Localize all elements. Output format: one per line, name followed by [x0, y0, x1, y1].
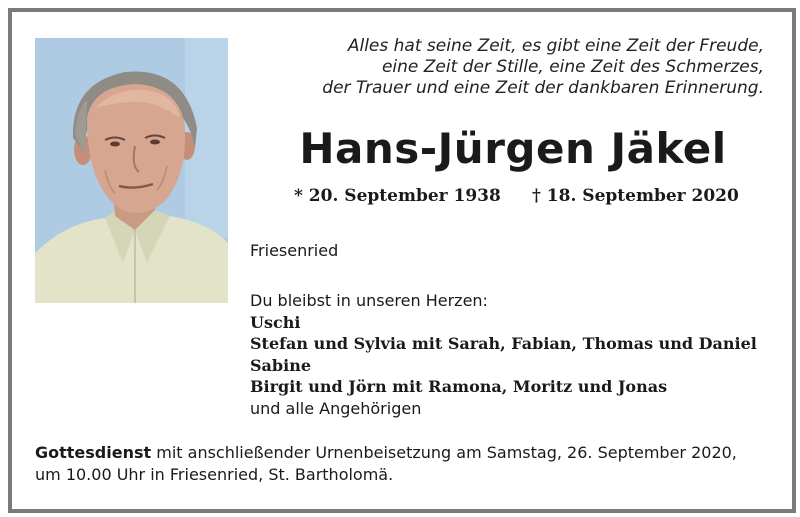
mourners-intro: Du bleibst in unseren Herzen:: [250, 291, 488, 310]
mourner-line: Sabine: [250, 355, 311, 375]
deceased-name: Hans-Jürgen Jäkel: [299, 124, 727, 173]
death-date: † 18. September 2020: [532, 186, 739, 206]
portrait-photo: [35, 38, 228, 303]
service-label: Gottesdienst: [35, 443, 152, 462]
service-line-1: [35, 442, 775, 464]
mourner-line: Birgit und Jörn mit Ramona, Moritz und Jonas: [250, 377, 668, 396]
service-line-2: um 10.00 Uhr in Friesenried, St. Bartholomä.: [35, 465, 394, 484]
quote-line-1: Alles hat seine Zeit, es gibt eine Zeit der Freude,: [347, 36, 764, 56]
obituary-frame: [8, 8, 796, 513]
mourners-closing: und alle Angehörigen: [250, 398, 422, 418]
mourners-list: [250, 290, 757, 419]
quote-line-3: der Trauer und eine Zeit der dankbaren Erinnerung.: [322, 78, 764, 98]
memorial-quote: [294, 36, 764, 99]
residence-place: Friesenried: [250, 241, 339, 260]
birth-date: * 20. September 1938: [294, 186, 501, 206]
service-details: mit anschließender Urnenbeisetzung am Samstag, 26. September 2020,: [151, 443, 737, 462]
service-info: [35, 442, 775, 486]
quote-line-2: eine Zeit der Stille, eine Zeit des Schmerzes,: [381, 57, 764, 77]
mourner-line: Uschi: [250, 312, 301, 332]
mourner-line: Stefan und Sylvia mit Sarah, Fabian, Thomas und Daniel: [250, 334, 757, 353]
